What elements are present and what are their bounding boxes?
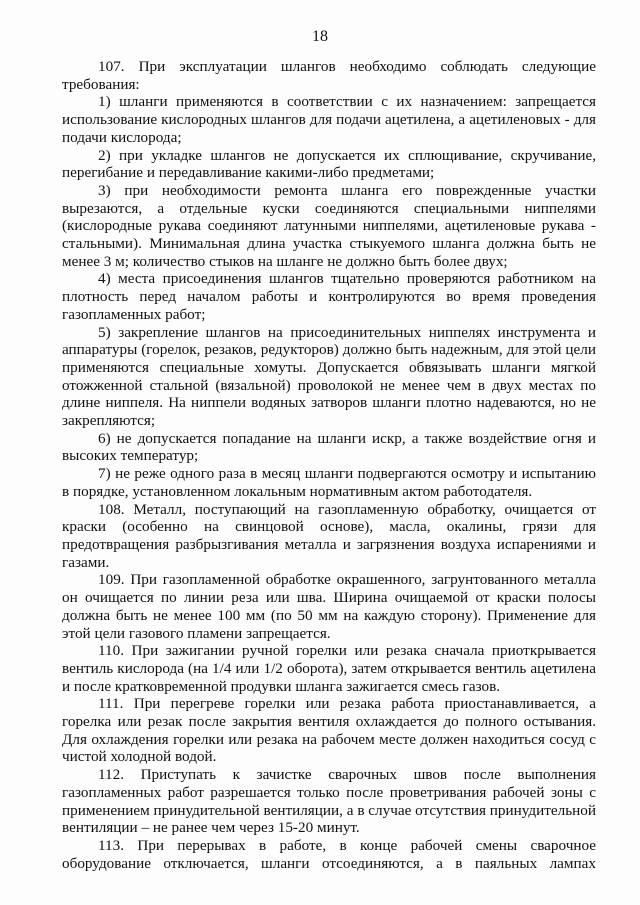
paragraph-107-intro: 107. При эксплуатации шлангов необходимо соблюдать следующие требования: xyxy=(62,58,596,93)
paragraph-107-item-7: 7) не реже одного раза в месяц шланги подвергаются осмотру и испытанию в порядке, установленном локальным нормативным актом работодателя. xyxy=(62,465,596,500)
paragraph-111: 111. При перегреве горелки или резака работа приостанавливается, а горелка или резак после закрытия вентиля охлаждается до полного остывания. Для охлаждения горелки или резака на рабочем месте должен находиться сосуд с чистой холодной водой. xyxy=(62,695,596,766)
paragraph-107-item-2: 2) при укладке шлангов не допускается их сплющивание, скручивание, перегибание и передавливание какими-либо предметами; xyxy=(62,146,596,182)
paragraph-113: 113. При перерывах в работе, в конце рабочей смены сварочное оборудование отключается, шланги отсоединяются, а в паяльных лампах xyxy=(62,836,596,872)
paragraph-107-item-1: 1) шланги применяются в соответствии с их назначением: запрещается использование кислородных шлангов для подачи ацетилена, а ацетиленовых - для подачи кислорода; xyxy=(62,93,596,146)
paragraph-107-item-5: 5) закрепление шлангов на присоединительных ниппелях инструмента и аппаратуры (горелок, резаков, редукторов) должно быть надежным, для этой цели применяются специальные хомуты. Допускается обвязывать шланги мягкой отожженной стальной (вязальной) проволокой не менее чем в двух местах по длине ниппеля. На ниппели водяных затворов шланги плотно надеваются, но не закрепляются; xyxy=(62,323,596,430)
paragraph-109: 109. При газопламенной обработке окрашенного, загрунтованного металла он очищается по линии реза или шва. Ширина очищаемой от краски полосы должна быть не менее 100 мм (по 50 мм на каждую сторону). Применение для этой цели газового пламени запрещается. xyxy=(62,571,596,642)
page-number: 18 xyxy=(312,28,328,45)
paragraph-107-item-3: 3) при необходимости ремонта шланга его поврежденные участки вырезаются, а отдельные куски соединяются специальными ниппелями (кислородные рукава соединяют латунными ниппелями, ацетиленовые рукава - стальными). Минимальная длина участка стыкуемого шланга должна быть не менее 3 м; количество стыков на шланге не должно быть более двух; xyxy=(62,181,596,270)
paragraph-112: 112. Приступать к зачистке сварочных швов после выполнения газопламенных работ разрешается только после проветривания рабочей зоны с применением принудительной вентиляции, а в случае отсутствия принудительной вентиляции – не ранее чем через 15-20 минут. xyxy=(62,766,596,837)
paragraph-110: 110. При зажигании ручной горелки или резака сначала приоткрывается вентиль кислорода (на 1/4 или 1/2 оборота), затем открывается вентиль ацетилена и после кратковременной продувки шланга зажигается смесь газов. xyxy=(62,642,596,695)
body-text xyxy=(62,58,596,872)
paragraph-107-item-6: 6) не допускается попадание на шланги искр, а также воздействие огня и высоких температур; xyxy=(62,429,596,465)
paragraph-108: 108. Металл, поступающий на газопламенную обработку, очищается от краски (особенно на свинцовой основе), масла, окалины, грязи для предотвращения разбрызгивания металла и загрязнения воздуха испарениями и газами. xyxy=(62,500,596,571)
paragraph-107-item-4: 4) места присоединения шлангов тщательно проверяются работником на плотность перед началом работы и контролируются во время проведения газопламенных работ; xyxy=(62,270,596,323)
